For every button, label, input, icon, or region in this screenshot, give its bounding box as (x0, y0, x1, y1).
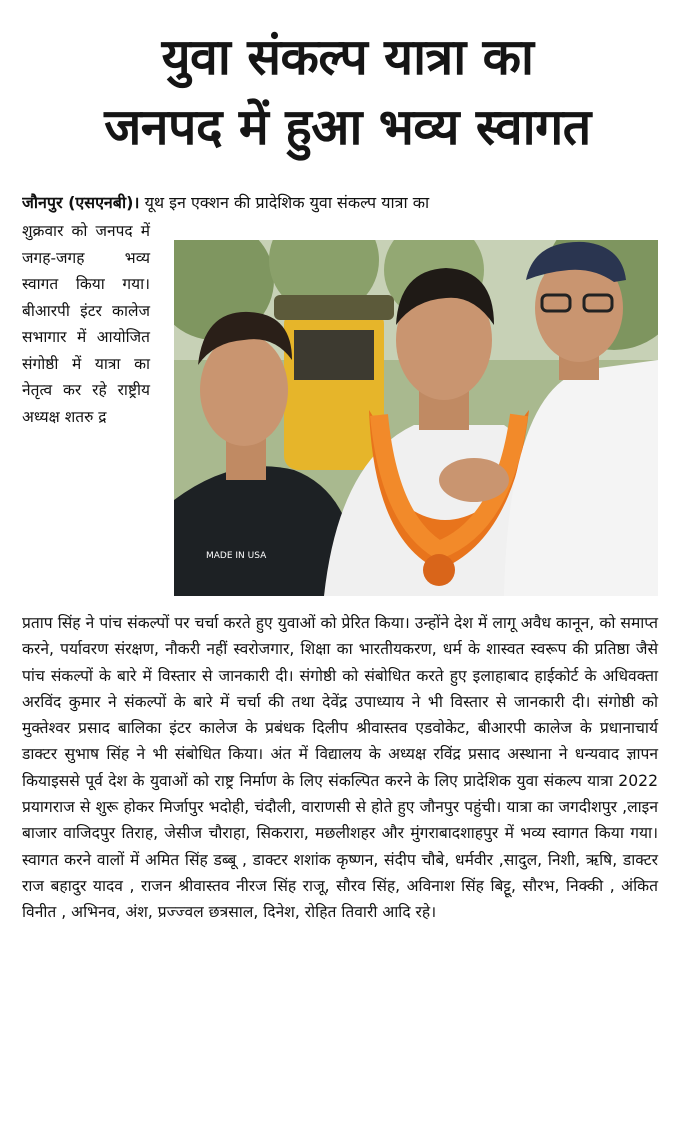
body-paragraph: प्रताप सिंह ने पांच संकल्पों पर चर्चा करते हुए युवाओं को प्रेरित किया। उन्होंने देश में लागू अवैध कानून, को समाप्त करने, पर्यावरण संरक्षण, नौकरी नहीं स्वरोजगार, शिक्षा का भारतीयकरण, धर्म के शास्वत स्वरूप की प्रतिष्ठा जैसे पांच संकल्पों के बारे में विस्तार से जानकारी दी। संगोष्ठी को संबोधित करते हुए इलाहाबाद हाईकोर्ट के अधिवक्ता अरविंद कुमार ने संकल्पों के बारे में चर्चा की तथा देवेंद्र उपाध्याय ने भी विस्तार से जानकारी दी। संगोष्ठी को मुक्तेश्वर प्रसाद बालिका इंटर कालेज के प्रबंधक दिलीप श्रीवास्तव एडवोकेट, बीआरपी कालेज के प्रधानाचार्य डाक्टर सुभाष सिंह ने भी संबोधित किया। अंत में विद्यालय के अध्यक्ष रविंद्र प्रसाद अस्थाना ने धन्यवाद ज्ञापन कियाइससे पूर्व देश के युवाओं को राष्ट्र निर्माण के लिए संकल्पित करने के लिए प्रादेशिक युवा संकल्प यात्रा 2022 प्रयागराज से शुरू होकर मिर्जापुर भदोही, चंदौली, वाराणसी से होते हुए जौनपुर पहुंची। यात्रा का जगदीशपुर ,लाइन बाजार वाजिदपुर तिराह, जेसीज चौराहा, सिकरारा, मछलीशहर और मुंगराबादशाहपुर में भव्य स्वागत किया गया। स्वागत करने वालों में अमित सिंह डब्बू , डाक्टर शशांक कृष्णन, संदीप चौबे, धर्मवीर ,सादुल, निशी, ऋषि, डाक्टर राज बहादुर यादव , राजन श्रीवास्तव नीरज सिंह राजू, सौरव सिंह, अविनाश सिंह बिट्टू, सौरभ, निक्की , अंकित विनीत , अभिनव, अंश, प्रज्ज्वल छत्रसाल, दिनेश, रोहित तिवारी आदि रहे। (22, 614, 658, 922)
tshirt-print: MADE IN USA (206, 551, 267, 561)
headline-line-1: युवा संकल्प यात्रा का (161, 28, 534, 86)
side-column-text: शुक्रवार को जनपद में जगह-जगह भव्य स्वागत किया गया। बीआरपी इंटर कालेज सभागार में आयोजित संगोष्ठी में यात्रा का नेतृत्व कर रहे राष्ट्रीय अध्यक्ष शतरु द्र (22, 222, 150, 426)
headline (0, 22, 695, 162)
headline-line-2: जनपद में हुआ भव्य स्वागत (104, 98, 591, 156)
lead-paragraph (22, 190, 658, 216)
lead-text: यूथ इन एक्शन की प्रादेशिक युवा संकल्प यात्रा का (144, 193, 430, 212)
news-photo (174, 240, 658, 596)
news-photo-illustration (174, 240, 658, 596)
dateline: जौनपुर (एसएनबी)। (22, 193, 140, 212)
